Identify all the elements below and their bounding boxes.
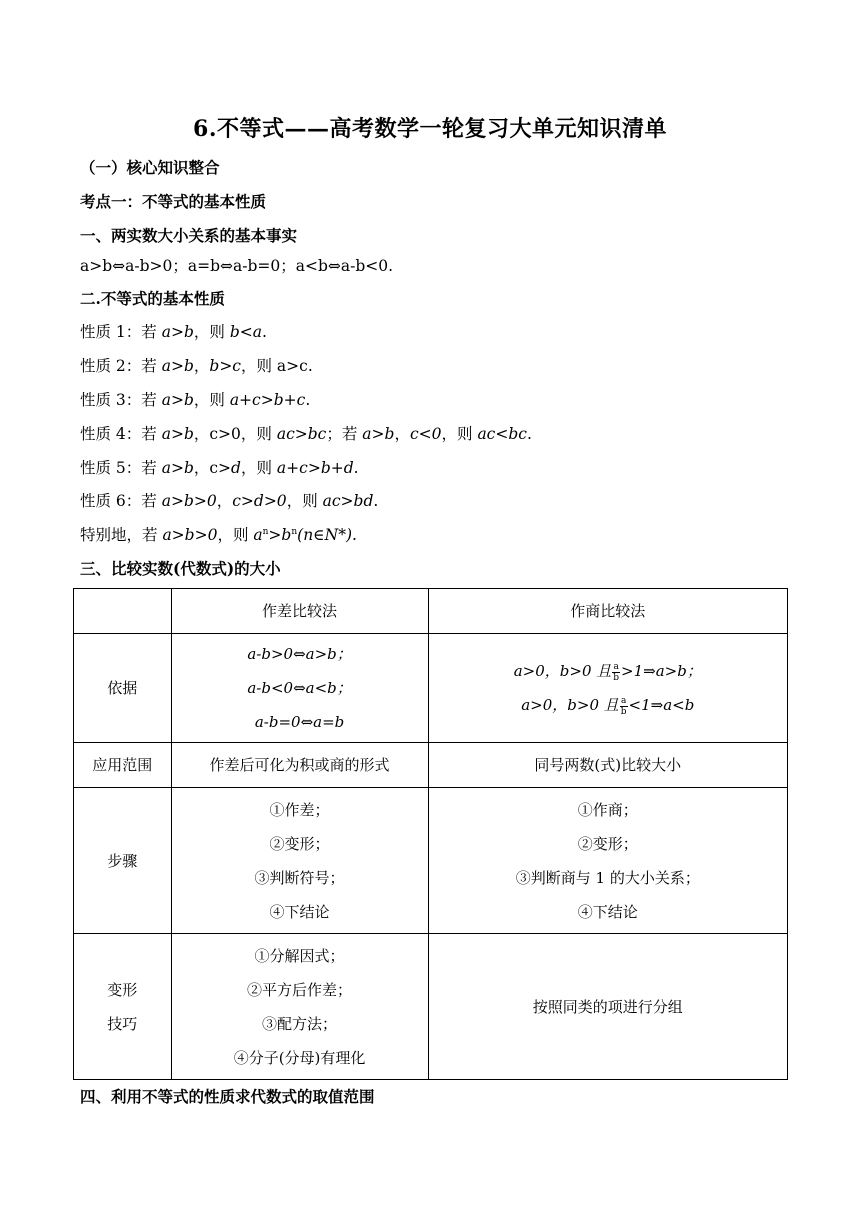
techniques-difference: ①分解因式； ②平方后作差； ③配方法； ④分子(分母)有理化 <box>171 934 428 1080</box>
scope-quotient: 同号两数(式)比较大小 <box>428 743 787 788</box>
header-empty <box>74 589 172 634</box>
scope-difference: 作差后可化为积或商的形式 <box>171 743 428 788</box>
fraction-a-over-b: $\frac{a}{b}$ <box>620 695 627 717</box>
table-row <box>74 788 788 934</box>
comparison-table <box>73 588 788 1080</box>
row-label-steps: 步骤 <box>74 788 172 934</box>
row-label-techniques: 变形 技巧 <box>74 934 172 1080</box>
section-core-heading: （一）核心知识整合 <box>80 158 220 177</box>
table-row <box>74 743 788 788</box>
steps-difference: ①作差； ②变形； ③判断符号； ④下结论 <box>171 788 428 934</box>
heading-compare: 三、比较实数(代数式)的大小 <box>80 559 281 578</box>
heading-basic-fact: 一、两实数大小关系的基本事实 <box>80 226 298 245</box>
property-6: 性质 6：若 a>b>0，c>d>0，则 ac>bd. <box>80 492 379 510</box>
row-label-basis: 依据 <box>74 634 172 743</box>
header-quotient: 作商比较法 <box>428 589 787 634</box>
property-2: 性质 2：若 a>b，b>c，则 a>c. <box>80 357 313 375</box>
basis-difference: a-b>0⇔a>b； a-b<0⇔a<b； a-b=0⇔a=b <box>171 634 428 743</box>
property-3: 性质 3：若 a>b，则 a+c>b+c. <box>80 391 311 409</box>
basic-fact-line: a>b⇔a-b>0；a=b⇔a-b=0；a<b⇔a-b<0. <box>80 257 394 275</box>
property-1: 性质 1：若 a>b，则 b<a. <box>80 323 267 341</box>
steps-quotient: ①作商； ②变形； ③判断商与 1 的大小关系； ④下结论 <box>428 788 787 934</box>
kaodian-heading: 考点一：不等式的基本性质 <box>80 192 267 211</box>
table-header-row <box>74 589 788 634</box>
techniques-quotient: 按照同类的项进行分组 <box>428 934 787 1080</box>
special-case: 特别地，若 a>b>0，则 $a^n>b^n(n\in N*)$. <box>80 526 357 544</box>
property-4: 性质 4：若 a>b，c>0，则 ac>bc；若 a>b，c<0，则 ac<bc. <box>80 425 532 443</box>
table-row <box>74 634 788 743</box>
heading-properties: 二.不等式的基本性质 <box>80 289 225 308</box>
document-title: 6.不等式——高考数学一轮复习大单元知识清单 <box>193 116 667 142</box>
fraction-a-over-b: $\frac{a}{b}$ <box>613 661 620 683</box>
basis-quotient: a>0，b>0 且 $\frac{a}{b}$ >1⇒a>b； a>0，b>0 且 $\frac{a}{b}$ <1⇒a<b <box>428 634 787 743</box>
heading-range: 四、利用不等式的性质求代数式的取值范围 <box>80 1087 375 1106</box>
header-difference: 作差比较法 <box>171 589 428 634</box>
table-row <box>74 934 788 1080</box>
row-label-scope: 应用范围 <box>74 743 172 788</box>
property-5: 性质 5：若 a>b，c>d，则 a+c>b+d. <box>80 459 359 477</box>
